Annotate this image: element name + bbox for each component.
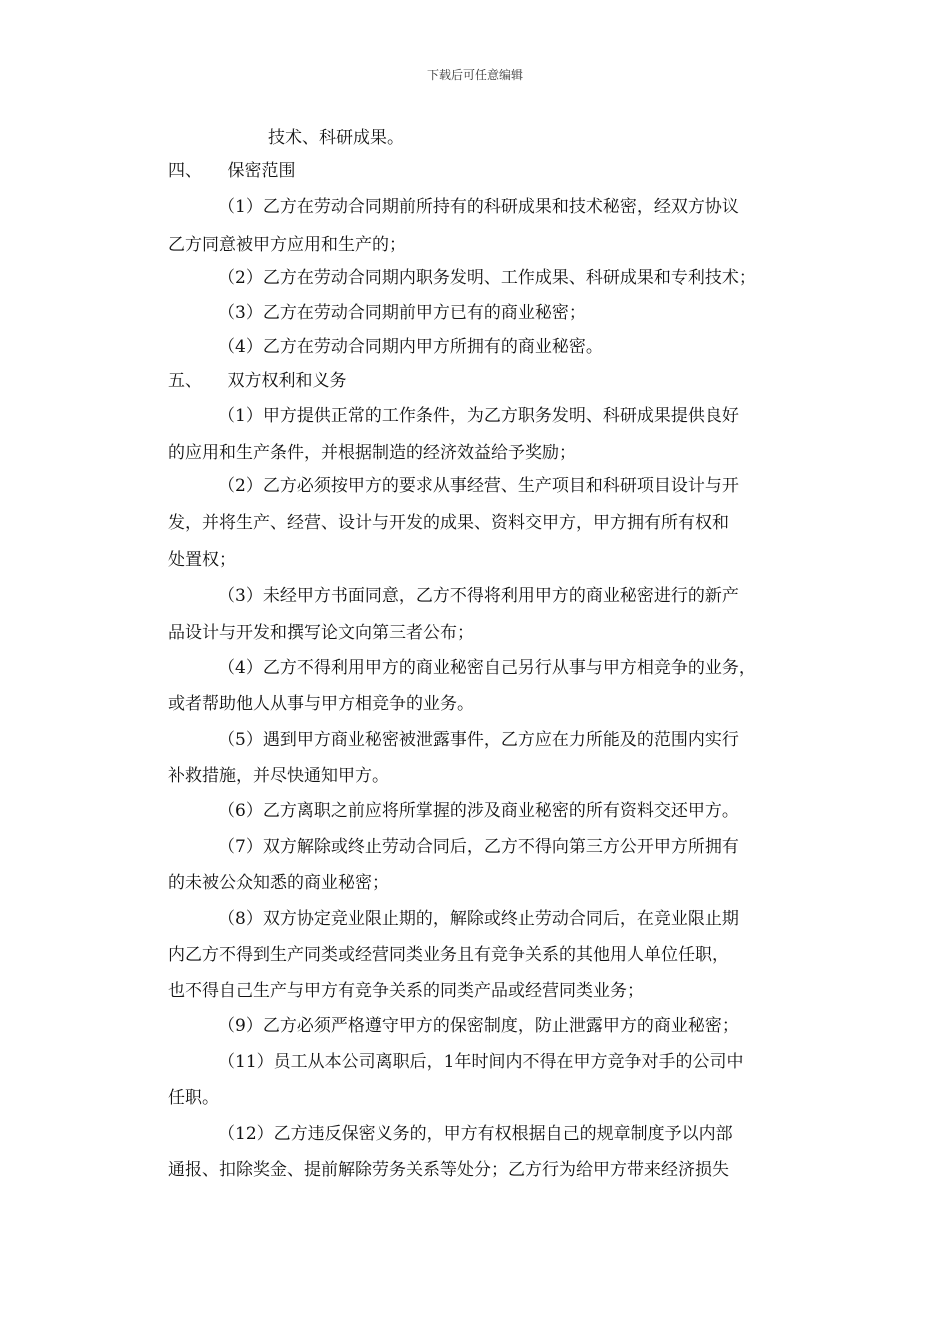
text-line: （4）乙方在劳动合同期内甲方所拥有的商业秘密。 [218,337,603,357]
text-line: 品设计与开发和撰写论文向第三者公布； [168,623,474,643]
text-line: （8）双方协定竞业限止期的，解除或终止劳动合同后，在竞业限止期 [218,909,739,929]
text-line: （5）遇到甲方商业秘密被泄露事件，乙方应在力所能及的范围内实行 [218,730,739,750]
text-line: （2）乙方在劳动合同期内职务发明、工作成果、科研成果和专利技术； [218,268,756,288]
text-line: （3）未经甲方书面同意，乙方不得将利用甲方的商业秘密进行的新产 [218,586,739,606]
text-line: 或者帮助他人从事与甲方相竞争的业务。 [168,694,474,714]
text-line: （3）乙方在劳动合同期前甲方已有的商业秘密； [218,303,586,323]
text-line: （9）乙方必须严格遵守甲方的保密制度，防止泄露甲方的商业秘密； [218,1016,739,1036]
text-line: （2）乙方必须按甲方的要求从事经营、生产项目和科研项目设计与开 [218,476,739,496]
section-heading: 五、 双方权利和义务 [168,371,347,391]
text-line: （4）乙方不得利用甲方的商业秘密自己另行从事与甲方相竞争的业务， [218,658,756,678]
text-line: （1）甲方提供正常的工作条件，为乙方职务发明、科研成果提供良好 [218,406,739,426]
text-line: 发，并将生产、经营、设计与开发的成果、资料交甲方，甲方拥有所有权和 [168,513,729,533]
text-line: （1）乙方在劳动合同期前所持有的科研成果和技术秘密，经双方协议 [218,197,739,217]
text-line: 通报、扣除奖金、提前解除劳务关系等处分；乙方行为给甲方带来经济损失 [168,1160,729,1180]
text-line: （7）双方解除或终止劳动合同后，乙方不得向第三方公开甲方所拥有 [218,837,739,857]
text-line: 内乙方不得到生产同类或经营同类业务且有竞争关系的其他用人单位任职， [168,945,729,965]
section-heading: 四、 保密范围 [168,161,296,181]
text-line: （11）员工从本公司离职后，1年时间内不得在甲方竞争对手的公司中 [218,1052,744,1072]
text-line: 补救措施，并尽快通知甲方。 [168,766,389,786]
text-line: 处置权； [168,550,236,570]
text-line: （6）乙方离职之前应将所掌握的涉及商业秘密的所有资料交还甲方。 [218,801,739,821]
text-line: 任职。 [168,1088,219,1108]
text-line: 的应用和生产条件，并根据制造的经济效益给予奖励； [168,443,576,463]
text-line: 乙方同意被甲方应用和生产的； [168,235,406,255]
text-line: 技术、科研成果。 [268,128,404,148]
text-line: 的未被公众知悉的商业秘密； [168,873,389,893]
page-header: 下载后可任意编辑 [426,68,523,82]
text-line: （12）乙方违反保密义务的，甲方有权根据自己的规章制度予以内部 [218,1124,733,1144]
text-line: 也不得自己生产与甲方有竞争关系的同类产品或经营同类业务； [168,981,644,1001]
